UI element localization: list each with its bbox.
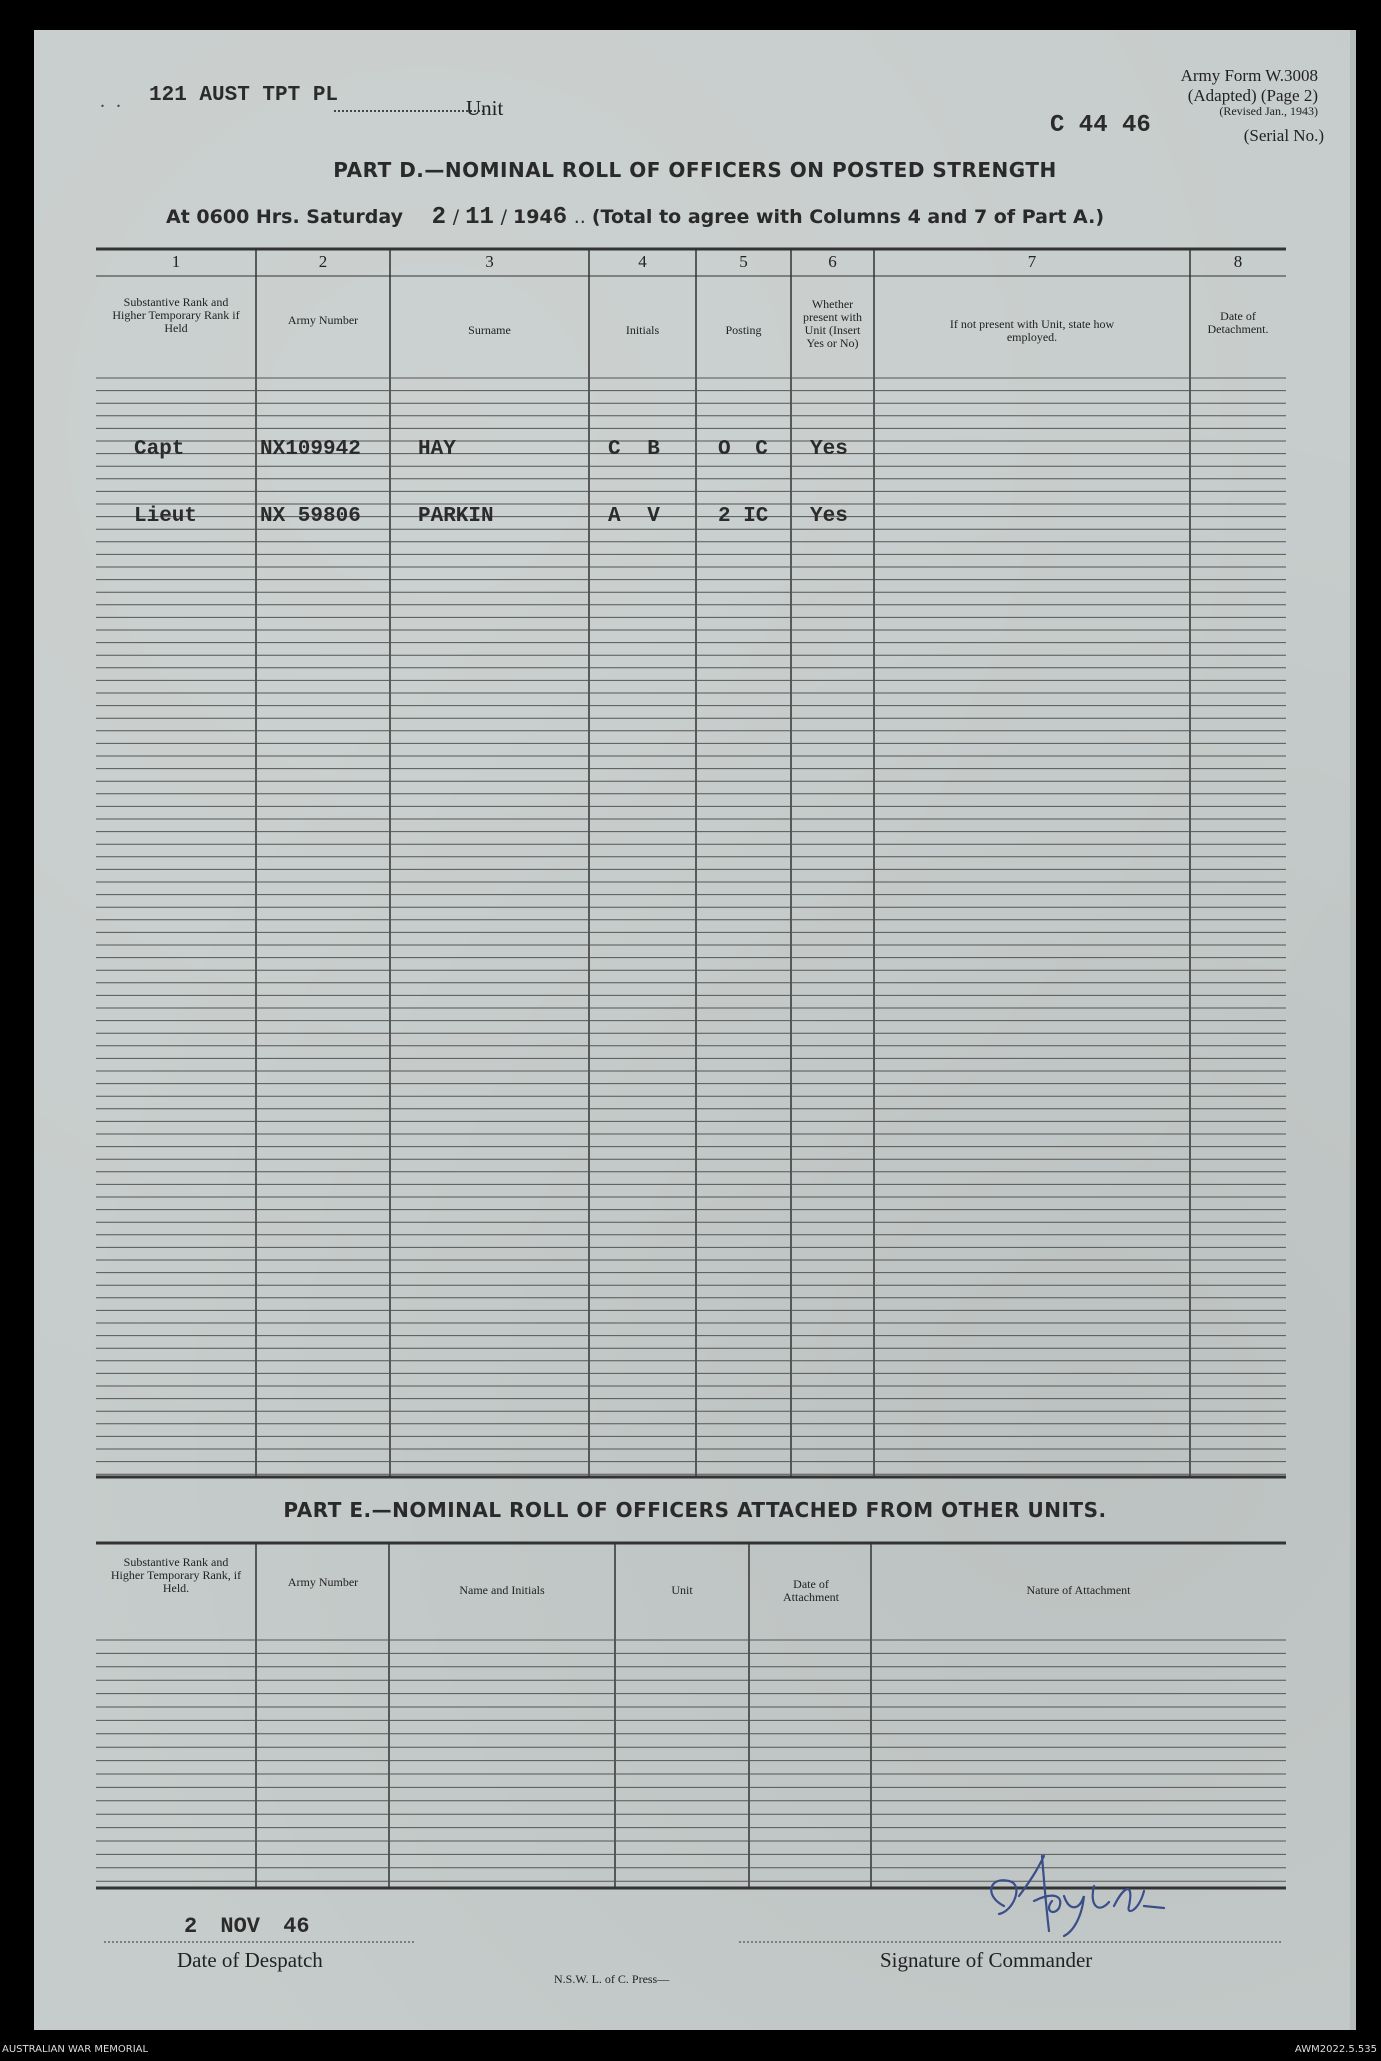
col-1-heading: Substantive Rank and Higher Temporary Rank if Held [112,295,240,335]
part-d-title: PART D.—NOMINAL ROLL OF OFFICERS ON POSTED STRENGTH [333,158,1057,182]
row-2-surname: PARKIN [418,505,494,528]
part-d-date-line: At 0600 Hrs. Saturday 2 / 11 / 1946 .. (Total to agree with Columns 4 and 7 of Part A.) [166,204,1104,231]
unit-value: 121 AUST TPT PL [149,84,339,107]
serial-label: (Serial No.) [1243,126,1324,145]
col-7-heading: If not present with Unit, state how employed. [949,317,1115,344]
serial-value: C 44 46 [1050,112,1151,139]
col-5-heading: Posting [725,323,762,337]
date-prefix: At 0600 Hrs. Saturday [166,206,404,228]
row-2-army-number: NX 59806 [260,505,361,528]
col-8-number: 8 [1233,252,1243,271]
army-form-line2: (Adapted) (Page 2) [1187,86,1318,105]
col-2-heading: Army Number [287,313,359,327]
part-e-col-4-heading: Unit [671,1583,693,1597]
date-suffix: (Total to agree with Columns 4 and 7 of Part A.) [591,206,1104,228]
part-e-col-5-heading: Date of Attachment [783,1577,839,1604]
signature-label: Signature of Commander [880,1948,1093,1972]
unit-label: Unit [466,96,504,120]
press-label: N.S.W. L. of C. Press— [554,1972,670,1986]
col-8-heading: Date of Detachment. [1207,309,1269,336]
row-1-rank: Capt [134,438,185,461]
col-1-number: 1 [171,252,181,271]
credit-left: AUSTRALIAN WAR MEMORIAL [2,2044,149,2055]
part-e-col-3-heading: Name and Initials [459,1583,545,1597]
col-2-number: 2 [318,252,328,271]
despatch-date-value: 2 NOV 46 [184,1914,310,1939]
row-1-posting: O C [718,438,768,461]
col-4-number: 4 [638,252,647,271]
despatch-date-label: Date of Despatch [177,1948,323,1972]
col-6-number: 6 [828,252,837,271]
row-1-surname: HAY [418,438,456,461]
col-6-heading: Whether present with Unit (Insert Yes or No) [803,297,862,350]
army-form-line3: (Revised Jan., 1943) [1219,104,1318,118]
row-1-initials: C B [608,438,660,461]
page-edge [1350,30,1356,2030]
date-day: 2 [431,204,447,231]
commander-signature [964,1836,1204,1946]
row-1-army-number: NX109942 [260,438,361,461]
date-year-prefix: 194 [513,206,553,228]
row-1-present: Yes [810,438,848,461]
part-e-col-6-heading: Nature of Attachment [1026,1583,1131,1597]
row-2-posting: 2 IC [718,505,769,528]
col-4-heading: Initials [625,323,660,337]
date-month: 11 [465,204,494,231]
col-5-number: 5 [739,252,748,271]
col-3-number: 3 [485,252,494,271]
army-form-line1: Army Form W.3008 [1180,66,1318,85]
credit-right: AWM2022.5.535 [1294,2044,1377,2055]
row-2-initials: A V [608,505,660,528]
part-e-col-1-heading: Substantive Rank and Higher Temporary Rank, if Held. [110,1555,242,1595]
row-2-rank: Lieut [134,505,198,528]
row-2-present: Yes [810,505,848,528]
unit-dots: . . [100,90,124,112]
date-year-digit: 6 [552,204,568,231]
part-e-col-2-heading: Army Number [287,1575,359,1589]
col-7-number: 7 [1027,252,1037,271]
form-page [34,30,1356,2030]
part-e-title: PART E.—NOMINAL ROLL OF OFFICERS ATTACHED FROM OTHER UNITS. [283,1498,1107,1522]
col-3-heading: Surname [468,323,511,337]
